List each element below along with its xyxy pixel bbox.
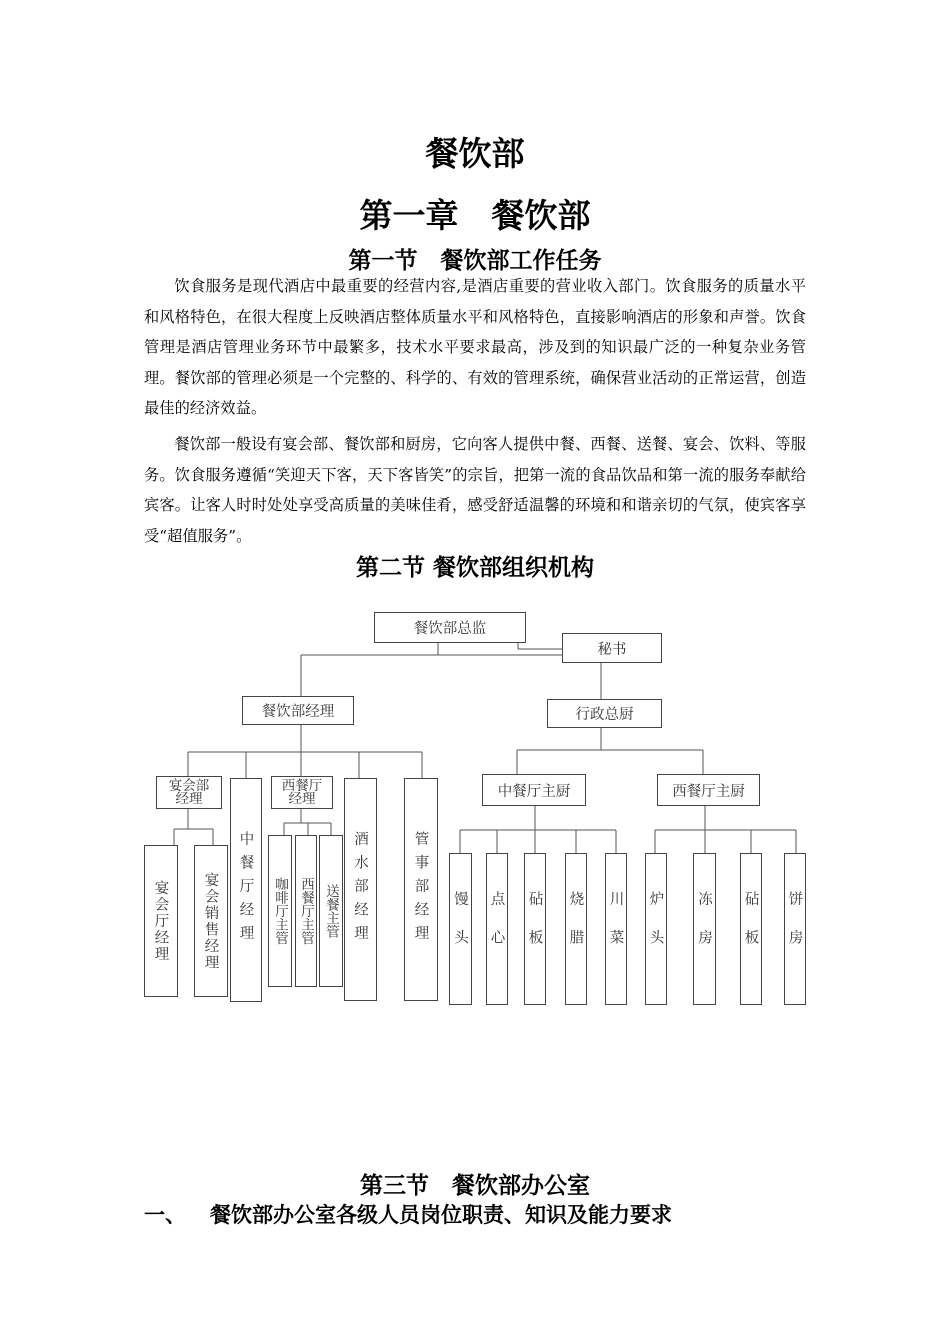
org-kitchen-western-2-label: 冻房	[696, 890, 712, 968]
section1-paragraph-2: 餐饮部一般设有宴会部、餐饮部和厨房，它向客人提供中餐、西餐、送餐、宴会、饮料、等服务。饮食服务遵循“笑迎天下客，天下客皆笑”的宗旨，把第一流的食品饮品和第一流的服务奉献给宾客。让客人时时处处享受高质量的美味佳肴，感受舒适温馨的环境和和谐亲切的气氛，使宾客享受“超值服务”。	[144, 435, 806, 545]
org-kitchen-chinese-1-label: 馒头	[452, 890, 468, 968]
org-kitchen-western-4-label: 饼房	[786, 890, 803, 968]
org-kitchen-western-4	[784, 853, 806, 1005]
org-kitchen-chinese-2	[486, 853, 508, 1005]
org-western-manager	[271, 776, 333, 809]
org-kitchen-chinese-5	[605, 853, 627, 1005]
org-secretary-label: 秘书	[597, 641, 627, 658]
org-cafe-supervisor-label: 咖啡厅主管	[272, 877, 288, 945]
org-exec-chef	[547, 699, 662, 728]
org-room-service-supervisor	[319, 835, 343, 987]
org-banquet-hall-manager-label: 宴会厅经理	[152, 879, 169, 963]
list-item-text: 餐饮部办公室各级人员岗位职责、知识及能力要求	[210, 1203, 672, 1227]
section1-title: 第一节 餐饮部工作任务	[348, 248, 602, 274]
org-fb-manager	[242, 696, 354, 725]
section1-paragraph-1: 饮食服务是现代酒店中最重要的经营内容,是酒店重要的营业收入部门。饮食服务的质量水平和风格特色，在很大程度上反映酒店整体质量水平和风格特色，直接影响酒店的形象和声誉。饮食管理是酒店管理业务环节中最繁多，技术水平要求最高，涉及到的知识最广泛的一种复杂业务管理。餐饮部的管理必须是一个完整的、科学的、有效的管理系统，确保营业活动的正常运营，创造最佳的经济效益。	[144, 277, 806, 417]
org-cafe-supervisor	[268, 835, 292, 987]
org-western-chef-label: 西餐厅主厨	[672, 783, 745, 800]
list-item-number: 一、	[144, 1203, 186, 1227]
org-western-rest-supervisor-label: 西餐厅主管	[298, 877, 314, 945]
org-western-rest-supervisor	[295, 835, 317, 987]
org-chinese-chef-label: 中餐厅主厨	[497, 783, 571, 800]
org-kitchen-western-1	[645, 853, 667, 1005]
section2-title: 第二节 餐饮部组织机构	[355, 555, 594, 581]
org-steward-manager	[404, 778, 438, 1001]
org-kitchen-western-2	[693, 853, 716, 1005]
org-director-label: 餐饮部总监	[413, 621, 487, 637]
org-secretary	[562, 633, 662, 663]
org-banquet-sales-manager-label: 宴会销售经理	[202, 871, 219, 971]
org-kitchen-chinese-1	[449, 853, 472, 1005]
org-kitchen-chinese-2-label: 点心	[488, 890, 505, 968]
org-steward-manager-label: 管事部经理	[412, 830, 429, 949]
section3-title: 第三节 餐饮部办公室	[360, 1173, 590, 1199]
org-exec-chef-label: 行政总厨	[575, 707, 634, 723]
org-banquet-manager-label: 宴会部经理	[168, 777, 210, 807]
org-room-service-supervisor-label: 送餐主管	[323, 884, 339, 938]
org-fb-manager-label: 餐饮部经理	[261, 704, 335, 720]
org-chinese-chef	[482, 774, 586, 806]
org-beverage-manager	[344, 778, 377, 1001]
org-western-manager-label: 西餐厅经理	[281, 777, 323, 807]
org-kitchen-western-3-label: 砧板	[742, 890, 759, 968]
org-chinese-rest-manager	[230, 778, 262, 1002]
document-title: 餐饮部	[425, 134, 525, 173]
org-banquet-hall-manager	[144, 845, 178, 997]
org-banquet-manager	[156, 776, 222, 809]
org-kitchen-chinese-4	[565, 853, 587, 1005]
org-kitchen-chinese-4-label: 烧腊	[567, 890, 584, 968]
org-kitchen-western-1-label: 炉头	[647, 890, 664, 968]
chapter-title: 第一章 餐饮部	[359, 196, 591, 235]
org-beverage-manager-label: 酒水部经理	[352, 830, 368, 949]
org-kitchen-western-3	[740, 853, 762, 1005]
org-director	[374, 612, 526, 643]
org-western-chef	[657, 774, 760, 806]
org-kitchen-chinese-3-label: 砧板	[526, 890, 543, 968]
org-kitchen-chinese-5-label: 川菜	[607, 890, 624, 968]
org-chinese-rest-manager-label: 中餐厅经理	[237, 831, 254, 949]
list-item-1	[144, 1199, 672, 1229]
org-banquet-sales-manager	[194, 845, 228, 997]
org-kitchen-chinese-3	[524, 853, 546, 1005]
